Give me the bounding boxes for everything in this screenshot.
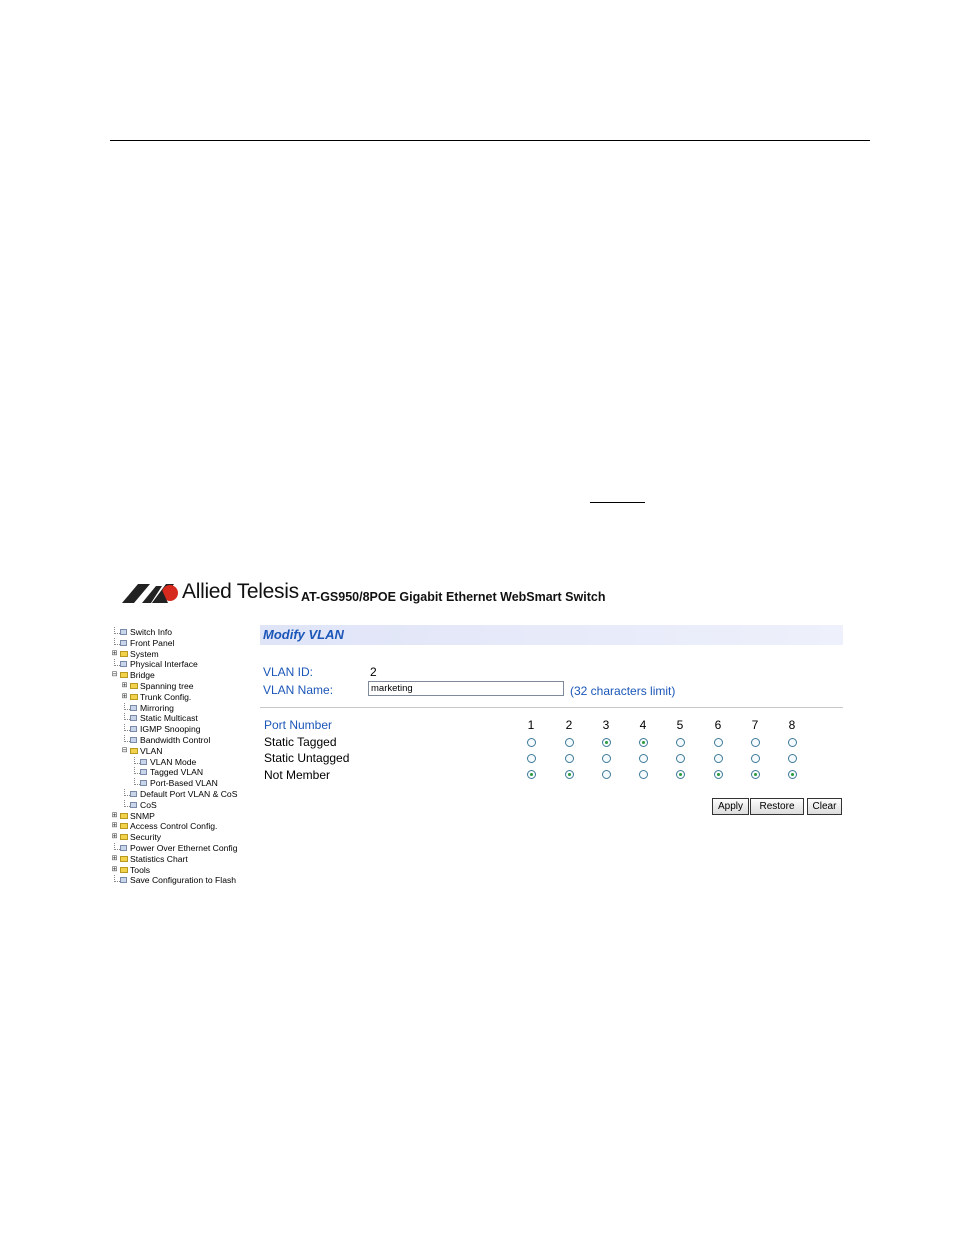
static-untagged-port-2-radio[interactable] [565, 754, 574, 763]
sidebar-item-label: Spanning tree [140, 680, 194, 691]
static-tagged-port-7-radio[interactable] [751, 738, 760, 747]
page-node-icon [120, 845, 127, 851]
port-number-label: Port Number [264, 718, 333, 732]
sidebar-item-static-multicast[interactable] [110, 713, 255, 724]
sidebar-item-label: IGMP Snooping [140, 724, 201, 735]
page-node-icon [140, 759, 147, 765]
static-tagged-port-6-radio[interactable] [714, 738, 723, 747]
banner [122, 578, 842, 614]
vlan-id-label: VLAN ID: [263, 665, 314, 679]
sidebar-item-label: Mirroring [140, 702, 174, 713]
static-tagged-label: Static Tagged [264, 735, 337, 749]
sidebar-item-label: Port-Based VLAN [150, 778, 218, 789]
not-member-port-6-radio[interactable] [714, 770, 723, 779]
sidebar-item-label: Save Configuration to Flash [130, 875, 237, 886]
expand-icon[interactable]: ⊞ [111, 811, 118, 819]
static-untagged-port-8-radio[interactable] [788, 754, 797, 763]
page-node-icon [130, 715, 137, 721]
port-number-3: 3 [602, 718, 610, 732]
static-tagged-port-1-radio[interactable] [527, 738, 536, 747]
logo-text: Allied Telesis [182, 580, 299, 603]
sidebar-item-label: Tools [130, 864, 151, 875]
folder-icon [120, 856, 128, 862]
sidebar-item-snmp[interactable] [110, 811, 255, 822]
expand-icon[interactable]: ⊞ [111, 833, 118, 841]
navigation-tree [110, 627, 255, 886]
sidebar-item-tools[interactable] [110, 865, 255, 876]
restore-button[interactable]: Restore [750, 798, 804, 815]
expand-icon[interactable]: ⊞ [121, 681, 128, 689]
expand-icon[interactable]: ⊞ [111, 822, 118, 830]
expand-icon[interactable]: ⊞ [111, 854, 118, 862]
expand-icon[interactable]: ⊞ [111, 865, 118, 873]
page-node-icon [120, 661, 127, 667]
sidebar-item-label: Power Over Ethernet Config [130, 842, 238, 853]
document-underline [590, 502, 645, 503]
sidebar-item-label: System [130, 648, 159, 659]
collapse-icon[interactable]: ⊟ [121, 746, 128, 754]
divider [260, 707, 843, 708]
not-member-port-7-radio[interactable] [751, 770, 760, 779]
not-member-port-8-radio[interactable] [788, 770, 797, 779]
apply-button[interactable]: Apply [712, 798, 749, 815]
static-untagged-port-3-radio[interactable] [602, 754, 611, 763]
page-node-icon [120, 640, 127, 646]
static-untagged-port-1-radio[interactable] [527, 754, 536, 763]
sidebar-item-spanning-tree[interactable] [110, 681, 255, 692]
port-number-1: 1 [527, 718, 535, 732]
folder-icon [120, 834, 128, 840]
product-title: AT-GS950/8POE Gigabit Ethernet WebSmart Switch [301, 590, 606, 604]
sidebar-item-label: Static Multicast [140, 713, 198, 724]
sidebar-item-power-over-ethernet-config[interactable] [110, 843, 255, 854]
page-node-icon [130, 737, 137, 743]
sidebar-item-label: Default Port VLAN & CoS [140, 788, 238, 799]
clear-button[interactable]: Clear [807, 798, 842, 815]
folder-icon [130, 748, 138, 754]
folder-icon [120, 672, 128, 678]
sidebar-item-label: Physical Interface [130, 659, 198, 670]
sidebar-item-label: Switch Info [130, 627, 173, 637]
static-tagged-port-3-radio[interactable] [602, 738, 611, 747]
sidebar-item-label: Security [130, 832, 162, 843]
vlan-id-value: 2 [370, 665, 377, 679]
sidebar-item-label: SNMP [130, 810, 155, 821]
page-node-icon [130, 791, 137, 797]
folder-icon [120, 823, 128, 829]
sidebar-item-vlan-mode[interactable] [110, 757, 255, 768]
sidebar-item-label: Access Control Config. [130, 821, 218, 832]
port-number-8: 8 [788, 718, 796, 732]
sidebar-item-label: Bandwidth Control [140, 734, 211, 745]
sidebar-item-cos[interactable] [110, 800, 255, 811]
sidebar-item-label: Tagged VLAN [150, 767, 204, 778]
page-title: Modify VLAN [260, 625, 843, 645]
port-number-2: 2 [565, 718, 573, 732]
static-untagged-port-6-radio[interactable] [714, 754, 723, 763]
not-member-label: Not Member [264, 768, 331, 782]
static-untagged-port-4-radio[interactable] [639, 754, 648, 763]
collapse-icon[interactable]: ⊟ [111, 671, 118, 679]
sidebar-item-save-configuration-to-flash[interactable] [110, 875, 255, 886]
folder-icon [130, 683, 138, 689]
sidebar-item-label: Statistics Chart [130, 853, 188, 864]
sidebar-item-label: Trunk Config. [140, 691, 192, 702]
not-member-port-2-radio[interactable] [565, 770, 574, 779]
port-number-7: 7 [751, 718, 759, 732]
static-tagged-port-8-radio[interactable] [788, 738, 797, 747]
sidebar-item-label: Bridge [130, 670, 155, 681]
page-node-icon [140, 769, 147, 775]
page-node-icon [130, 726, 137, 732]
port-number-4: 4 [639, 718, 647, 732]
expand-icon[interactable]: ⊞ [111, 649, 118, 657]
static-untagged-port-7-radio[interactable] [751, 754, 760, 763]
page-node-icon [140, 780, 147, 786]
modify-vlan-panel [260, 625, 843, 812]
sidebar-item-default-port-vlan-cos[interactable] [110, 789, 255, 800]
sidebar-item-physical-interface[interactable] [110, 659, 255, 670]
not-member-port-5-radio[interactable] [676, 770, 685, 779]
sidebar-item-tagged-vlan[interactable] [110, 767, 255, 778]
sidebar-item-statistics-chart[interactable] [110, 854, 255, 865]
port-number-6: 6 [714, 718, 722, 732]
folder-icon [120, 867, 128, 873]
vlan-name-input[interactable] [368, 681, 564, 696]
allied-telesis-logo-icon [122, 582, 180, 604]
sidebar-item-switch-info[interactable] [110, 627, 255, 638]
sidebar-item-bandwidth-control[interactable] [110, 735, 255, 746]
sidebar-item-mirroring[interactable] [110, 703, 255, 714]
vlan-name-hint: (32 characters limit) [570, 684, 676, 698]
sidebar-item-system[interactable] [110, 649, 255, 660]
expand-icon[interactable]: ⊞ [121, 692, 128, 700]
page-node-icon [130, 705, 137, 711]
page-node-icon [120, 629, 127, 635]
page-node-icon [120, 877, 127, 883]
page-node-icon [130, 802, 137, 808]
sidebar-item-port-based-vlan[interactable] [110, 778, 255, 789]
sidebar-item-bridge[interactable] [110, 670, 255, 681]
not-member-port-1-radio[interactable] [527, 770, 536, 779]
sidebar-item-label: Front Panel [130, 637, 175, 648]
not-member-port-3-radio[interactable] [602, 770, 611, 779]
sidebar-item-trunk-config[interactable] [110, 692, 255, 703]
sidebar-item-igmp-snooping[interactable] [110, 724, 255, 735]
static-tagged-port-5-radio[interactable] [676, 738, 685, 747]
static-tagged-port-4-radio[interactable] [639, 738, 648, 747]
folder-icon [120, 651, 128, 657]
sidebar-item-access-control-config[interactable] [110, 821, 255, 832]
sidebar-item-front-panel[interactable] [110, 638, 255, 649]
port-number-5: 5 [676, 718, 684, 732]
not-member-port-4-radio[interactable] [639, 770, 648, 779]
vlan-name-label: VLAN Name: [263, 683, 334, 697]
static-untagged-port-5-radio[interactable] [676, 754, 685, 763]
document-header-rule [110, 140, 870, 141]
folder-icon [120, 813, 128, 819]
sidebar-item-label: VLAN Mode [150, 756, 197, 767]
folder-icon [130, 694, 138, 700]
sidebar-item-label: VLAN [140, 745, 163, 756]
static-tagged-port-2-radio[interactable] [565, 738, 574, 747]
static-untagged-label: Static Untagged [264, 751, 350, 765]
sidebar-item-security[interactable] [110, 832, 255, 843]
sidebar-item-vlan[interactable] [110, 746, 255, 757]
sidebar-item-label: CoS [140, 799, 157, 810]
